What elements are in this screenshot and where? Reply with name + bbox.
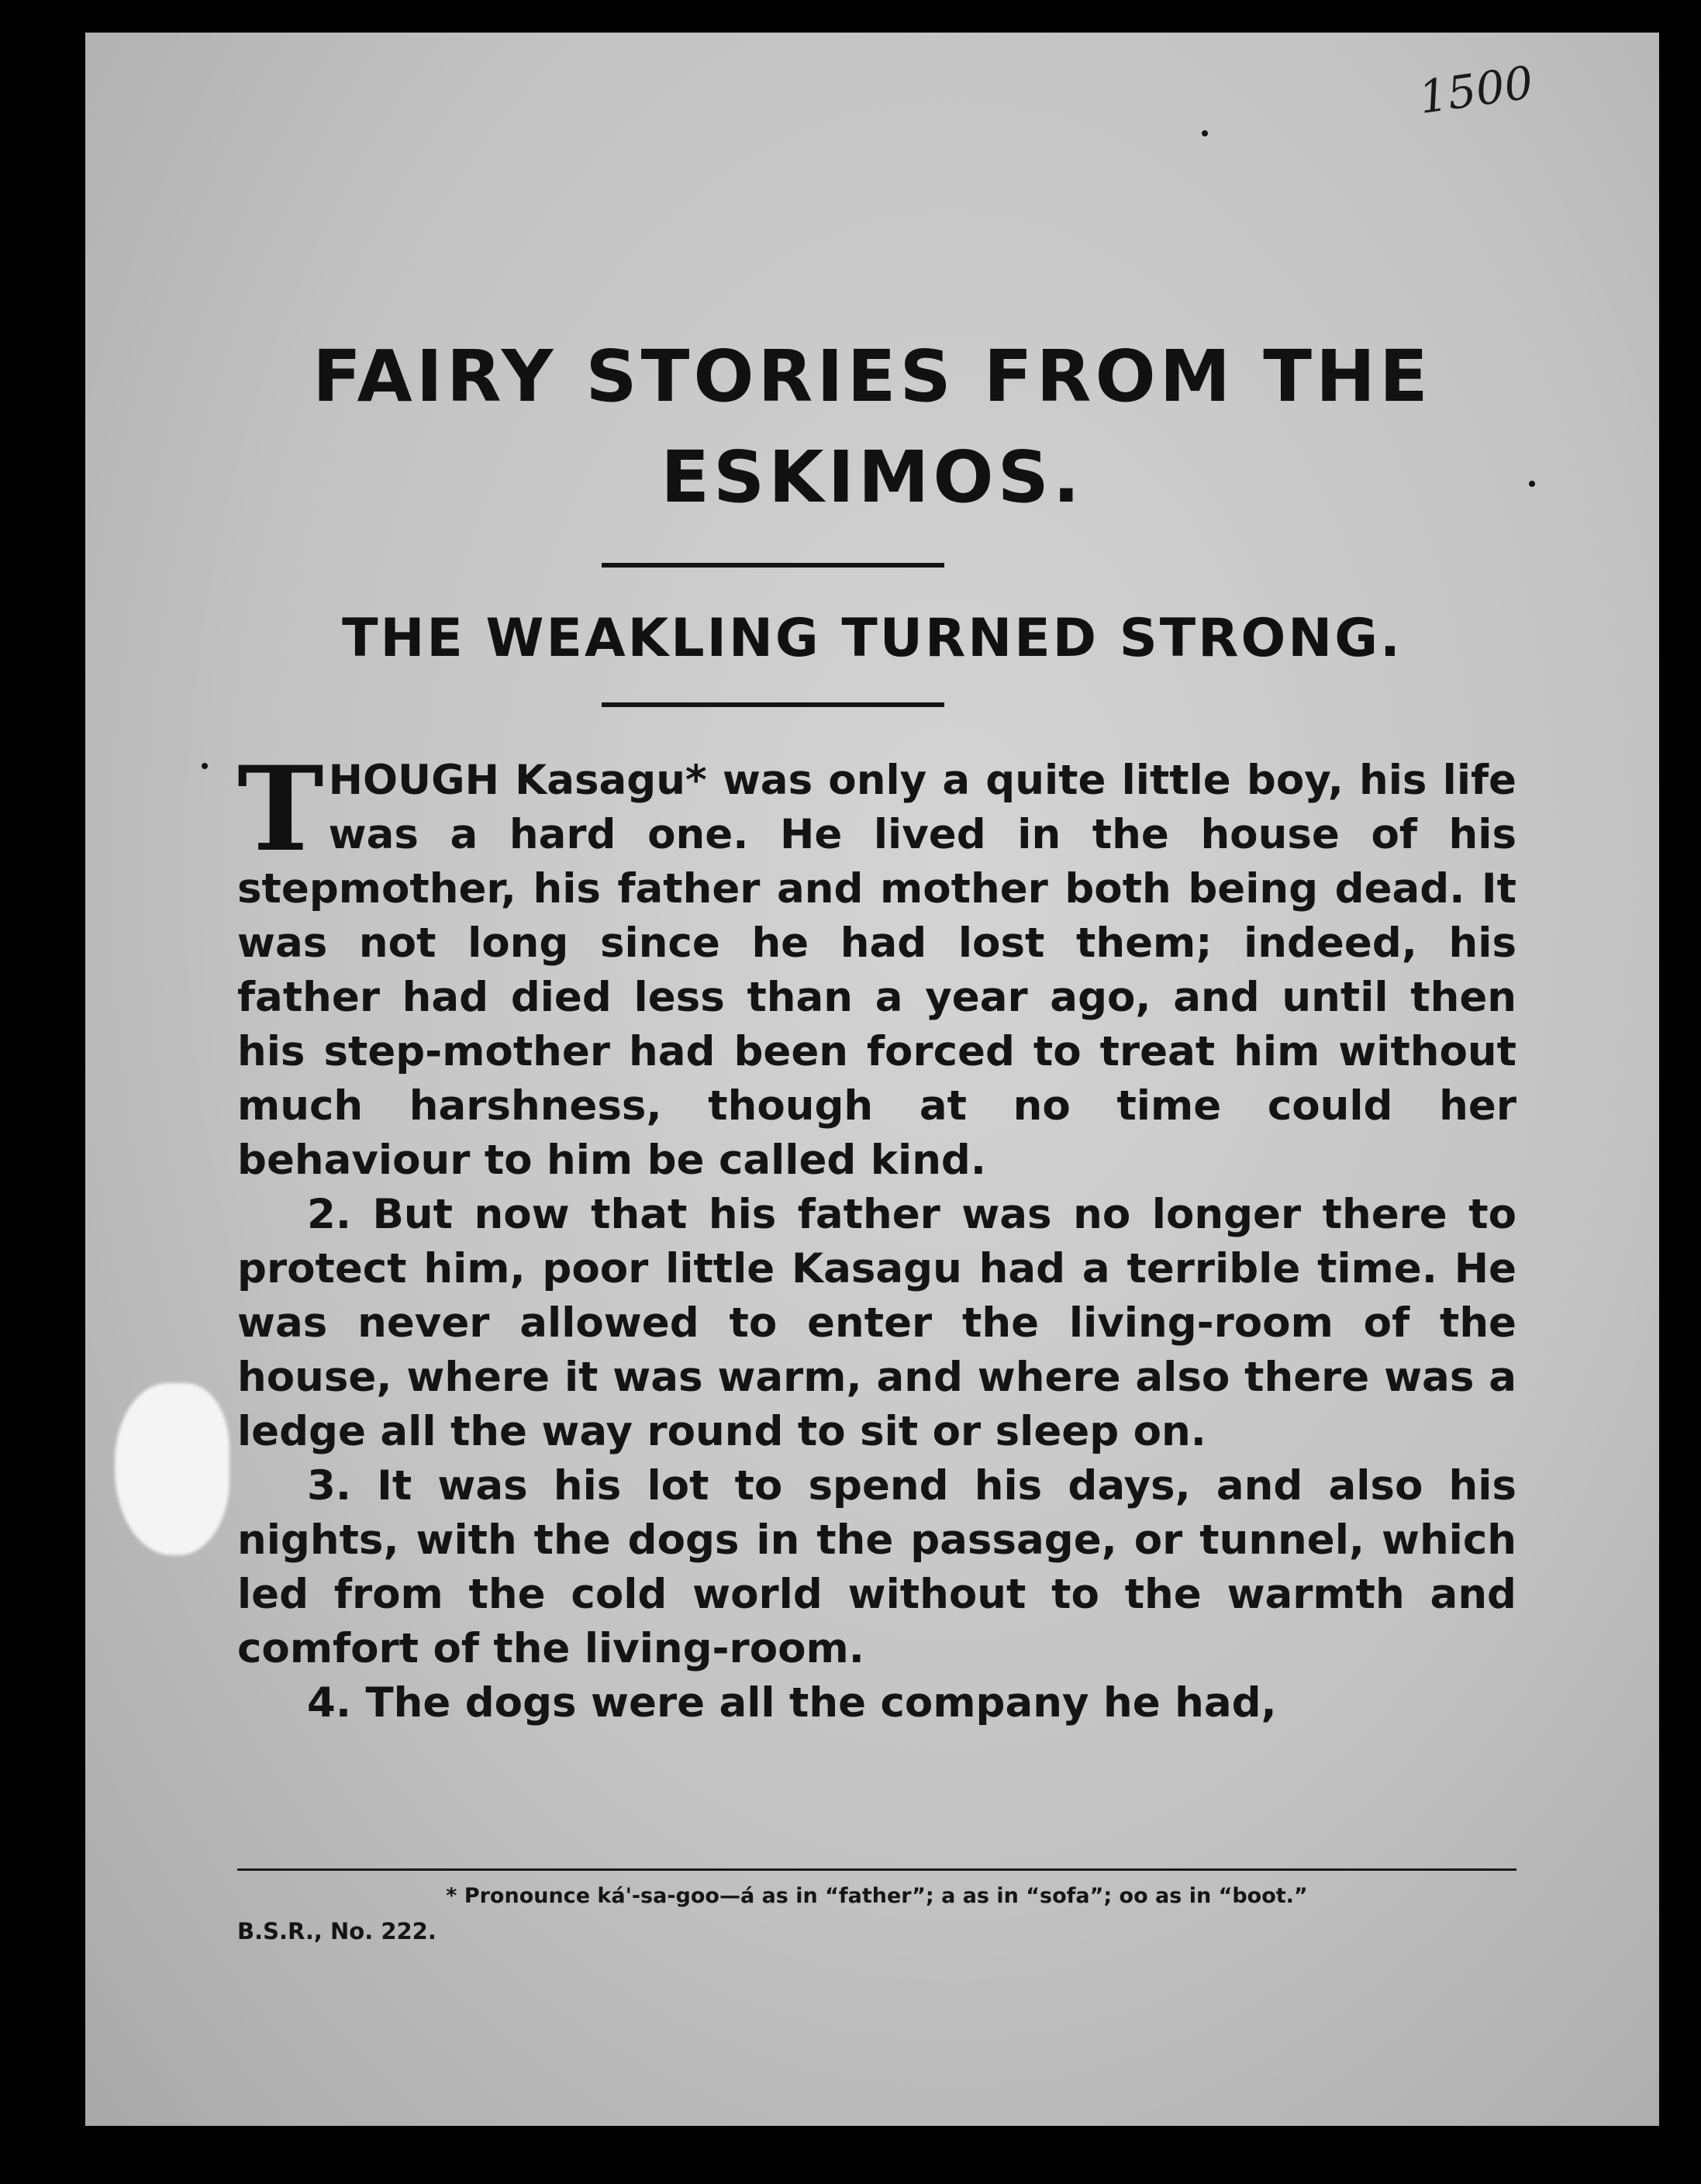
paragraph-3: 3. It was his lot to spend his days, and also his nights, with the dogs in the passage, or tunnel, which led from the cold world without to the warmth and comfort of the living-room. xyxy=(237,1462,1516,1672)
footnote-divider xyxy=(237,1868,1516,1871)
paper-stain xyxy=(115,1383,229,1555)
paragraph-2: 2. But now that his father was no longer there to protect him, poor little Kasagu had a terrible time. He was never allowed to enter the living-room of the house, where it was warm, and where also there was a ledge all the way round to sit or sleep on. xyxy=(237,1191,1516,1455)
page-title-line-2: ESKIMOS. xyxy=(661,436,1084,519)
series-number: B.S.R., No. 222. xyxy=(237,1918,436,1944)
page-title-line-1: FAIRY STORIES FROM THE xyxy=(312,335,1432,418)
paragraph-text: HOUGH Kasagu* was only a quite little boy, his life was a hard one. He lived in the house of his stepmother, his father and mother both being dead. It was not long since he had lost them; indeed, his father had died less than a year ago, and until then his step-mother had been forced to treat him without much harshness, though at no time could her behaviour to him be called kind. xyxy=(237,757,1516,1184)
paragraph-4: 4. The dogs were all the company he had, xyxy=(307,1679,1277,1727)
handwritten-note: 1500 xyxy=(1415,56,1537,124)
title-divider xyxy=(602,563,944,568)
story-title: THE WEAKLING TURNED STRONG. xyxy=(342,608,1403,669)
paper-speck xyxy=(202,763,208,769)
pronunciation-footnote: * Pronounce ká'-sa-goo—á as in “father”; a as in “sofa”; oo as in “boot.” xyxy=(446,1884,1308,1908)
paragraph-1 xyxy=(237,741,1516,1188)
document-page xyxy=(85,33,1659,2126)
drop-cap: T xyxy=(237,741,324,878)
paper-speck xyxy=(1202,130,1208,136)
story-body xyxy=(237,741,1516,1730)
story-divider xyxy=(602,702,944,707)
